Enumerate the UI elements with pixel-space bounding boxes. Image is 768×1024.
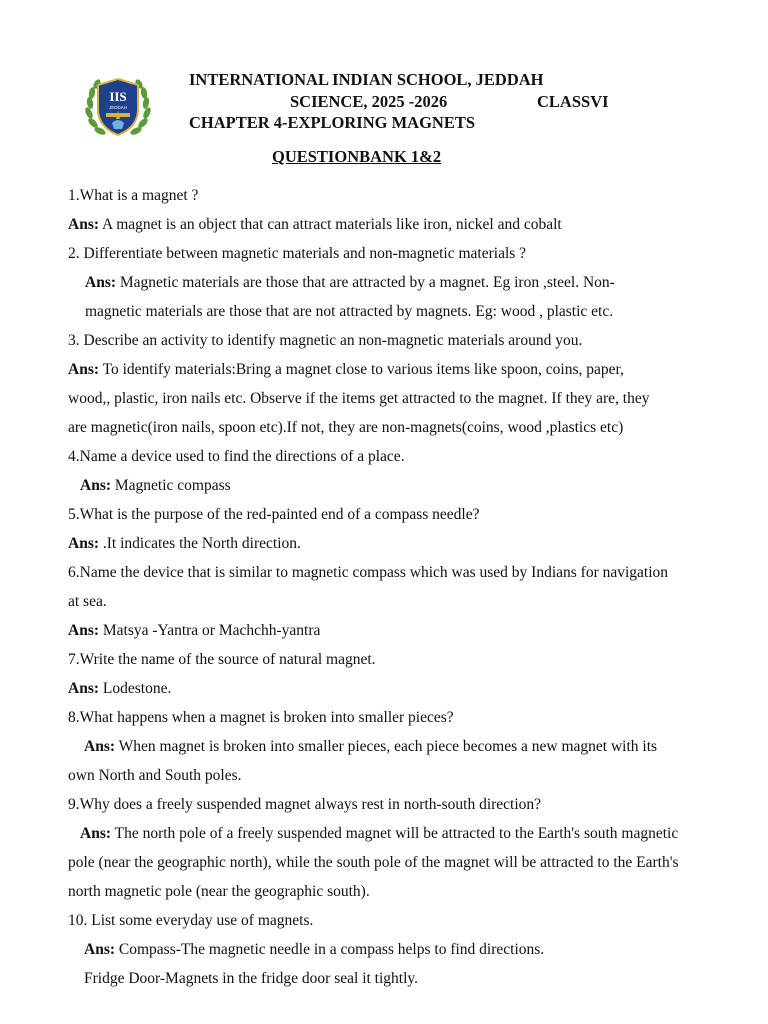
answer-9-continued: pole (near the geographic north), while the south pole of the magnet will be attracted to the Earth's xyxy=(68,854,679,871)
question-list xyxy=(68,181,708,993)
chapter-title: CHAPTER 4-EXPLORING MAGNETS xyxy=(189,113,476,132)
ans-label: Ans: xyxy=(80,477,112,494)
answer-text: Magnetic materials are those that are attracted by a magnet. Eg iron ,steel. Non- xyxy=(116,274,615,291)
answer-8 xyxy=(68,732,708,761)
question-7: 7.Write the name of the source of natural magnet. xyxy=(68,651,376,668)
question-1: 1.What is a magnet ? xyxy=(68,187,199,204)
ans-label: Ans: xyxy=(68,361,100,378)
answer-text: When magnet is broken into smaller pieces, each piece becomes a new magnet with its xyxy=(115,738,658,755)
logo-iis-text: IIS xyxy=(109,89,127,104)
question-6-continued: at sea. xyxy=(68,593,107,610)
answer-5 xyxy=(68,529,708,558)
answer-text: To identify materials:Bring a magnet close to various items like spoon, coins, paper, xyxy=(99,361,624,378)
answer-4 xyxy=(68,471,708,500)
answer-text: .It indicates the North direction. xyxy=(99,535,301,552)
answer-8-continued: own North and South poles. xyxy=(68,767,242,784)
answer-2 xyxy=(68,268,708,297)
question-8: 8.What happens when a magnet is broken into smaller pieces? xyxy=(68,709,454,726)
answer-9-continued: north magnetic pole (near the geographic south). xyxy=(68,883,370,900)
answer-10 xyxy=(68,935,708,964)
question-5: 5.What is the purpose of the red-painted end of a compass needle? xyxy=(68,506,480,523)
ans-label: Ans: xyxy=(68,535,100,552)
question-10: 10. List some everyday use of magnets. xyxy=(68,912,314,929)
question-4: 4.Name a device used to find the directions of a place. xyxy=(68,448,405,465)
ans-label: Ans: xyxy=(84,738,116,755)
school-name: INTERNATIONAL INDIAN SCHOOL, JEDDAH xyxy=(189,70,544,89)
question-3: 3. Describe an activity to identify magnetic an non-magnetic materials around you. xyxy=(68,332,583,349)
answer-7 xyxy=(68,674,708,703)
answer-text: Matsya -Yantra or Machchh-yantra xyxy=(99,622,321,639)
question-2: 2. Differentiate between magnetic materials and non-magnetic materials ? xyxy=(68,245,527,262)
logo-city-text: JEDDAH xyxy=(108,105,128,110)
subject-year: SCIENCE, 2025 -2026 xyxy=(290,92,448,111)
answer-text: Magnetic compass xyxy=(111,477,231,494)
ans-label: Ans: xyxy=(68,216,100,233)
answer-10-continued: Fridge Door-Magnets in the fridge door seal it tightly. xyxy=(84,970,419,987)
ans-label: Ans: xyxy=(85,274,117,291)
answer-1 xyxy=(68,210,708,239)
answer-text: A magnet is an object that can attract materials like iron, nickel and cobalt xyxy=(99,216,562,233)
answer-9 xyxy=(68,819,708,848)
answer-3 xyxy=(68,355,708,384)
ans-label: Ans: xyxy=(68,622,100,639)
ans-label: Ans: xyxy=(84,941,116,958)
page-title: QUESTIONBANK 1&2 xyxy=(272,147,442,166)
answer-text: Compass-The magnetic needle in a compass helps to find directions. xyxy=(115,941,545,958)
question-9: 9.Why does a freely suspended magnet always rest in north-south direction? xyxy=(68,796,542,813)
answer-3-continued: are magnetic(iron nails, spoon etc).If not, they are non-magnets(coins, wood ,plastics etc) xyxy=(68,419,624,436)
answer-2-continued: magnetic materials are those that are not attracted by magnets. Eg: wood , plastic etc. xyxy=(85,303,614,320)
ans-label: Ans: xyxy=(80,825,112,842)
school-logo-icon xyxy=(82,73,154,141)
class-label: CLASSVI xyxy=(537,92,609,111)
question-6: 6.Name the device that is similar to magnetic compass which was used by Indians for navigation xyxy=(68,564,669,581)
answer-6 xyxy=(68,616,708,645)
answer-text: Lodestone. xyxy=(99,680,172,697)
answer-text: The north pole of a freely suspended magnet will be attracted to the Earth's south magnetic xyxy=(111,825,679,842)
answer-3-continued: wood,, plastic, iron nails etc. Observe if the items get attracted to the magnet. If they are, they xyxy=(68,390,650,407)
ans-label: Ans: xyxy=(68,680,100,697)
